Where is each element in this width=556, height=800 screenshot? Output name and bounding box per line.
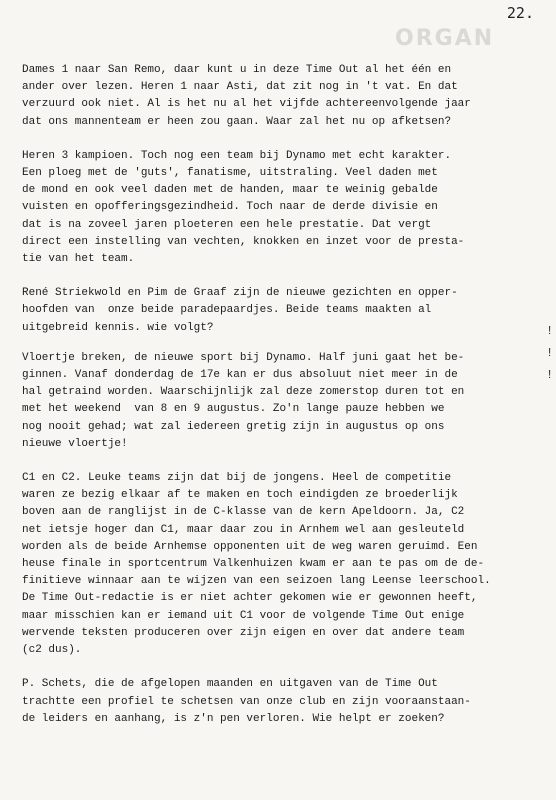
text-line: heuse finale in sportcentrum Valkenhuizen kwam er aan te pas om de de- (22, 558, 485, 571)
text-line: Vloertje breken, de nieuwe sport bij Dynamo. Half juni gaat het be- (22, 351, 465, 364)
paragraph-gap (22, 659, 542, 676)
margin-mark: ! (546, 368, 554, 382)
paragraph (22, 285, 542, 337)
text-line: net ietsje hoger dan C1, maar daar zou in Arnhem wel aan gesleuteld (22, 523, 465, 536)
text-line: finitieve winnaar aan te wijzen van een seizoen lang Leense leerschool. (22, 575, 491, 588)
text-line: vuisten en opofferingsgezindheid. Toch naar de derde divisie en (22, 201, 438, 214)
paragraph-gap (22, 337, 542, 350)
text-line: waren ze bezig elkaar af te maken en toch eindigden ze broederlijk (22, 489, 458, 502)
text-line: De Time Out-redactie is er niet achter gekomen wie er gewonnen heeft, (22, 592, 478, 605)
text-line: boven aan de ranglijst in de C-klasse van de kern Apeldoorn. Ja, C2 (22, 506, 465, 519)
margin-mark: ! (546, 346, 554, 360)
text-line: de mond en ook veel daden met de handen, maar te weinig gebalde (22, 184, 438, 197)
text-line: Een ploeg met de 'guts', fanatisme, uitstraling. Veel daden met (22, 167, 438, 180)
body-text (22, 62, 542, 728)
text-line: hal getraind worden. Waarschijnlijk zal deze zomerstop duren tot en (22, 386, 465, 399)
text-line: maar misschien kan er iemand uit C1 voor de volgende Time Out enige (22, 609, 465, 622)
text-line: dat ons mannenteam er heen zou gaan. Waar zal het nu op afketsen? (22, 115, 452, 128)
text-line: nieuwe vloertje! (22, 437, 128, 450)
paragraph-gap (22, 453, 542, 470)
header-bleed-through: ORGAN (395, 26, 495, 51)
text-line: uitgebreid kennis. wie volgt? (22, 321, 214, 334)
paragraph-gap (22, 268, 542, 285)
text-line: C1 en C2. Leuke teams zijn dat bij de jongens. Heel de competitie (22, 472, 452, 485)
paragraph (22, 148, 542, 268)
text-line: nog nooit gehad; wat zal iedereen gretig zijn in augustus op ons (22, 420, 445, 433)
text-line: de leiders en aanhang, is z'n pen verloren. Wie helpt er zoeken? (22, 712, 445, 725)
paragraph (22, 350, 542, 453)
margin-marks (546, 320, 553, 386)
paragraph (22, 676, 542, 728)
paragraph (22, 470, 542, 659)
text-line: (c2 dus). (22, 644, 82, 657)
text-line: ginnen. Vanaf donderdag de 17e kan er dus absoluut niet meer in de (22, 369, 458, 382)
text-line: trachtte een profiel te schetsen van onze club en zijn vooraanstaan- (22, 695, 471, 708)
text-line: ander over lezen. Heren 1 naar Asti, dat zit nog in 't vat. En dat (22, 81, 458, 94)
text-line: tie van het team. (22, 253, 135, 266)
text-line: dat is na zoveel jaren ploeteren een hele prestatie. Dat vergt (22, 218, 432, 231)
text-line: René Striekwold en Pim de Graaf zijn de nieuwe gezichten en opper- (22, 287, 458, 300)
text-line: Heren 3 kampioen. Toch nog een team bij Dynamo met echt karakter. (22, 149, 452, 162)
text-line: hoofden van onze beide paradepaardjes. Beide teams maakten al (22, 304, 432, 317)
text-line: met het weekend van 8 en 9 augustus. Zo'n lange pauze hebben we (22, 403, 445, 416)
text-line: wervende teksten produceren over zijn eigen en over dat andere team (22, 626, 465, 639)
paragraph-gap (22, 131, 542, 148)
page-number: 22. (506, 4, 534, 22)
paragraph (22, 62, 542, 131)
text-line: P. Schets, die de afgelopen maanden en uitgaven van de Time Out (22, 678, 438, 691)
text-line: Dames 1 naar San Remo, daar kunt u in deze Time Out al het één en (22, 64, 452, 76)
text-line: worden als de beide Arnhemse opponenten uit de weg waren geruimd. Een (22, 540, 478, 553)
text-line: verzuurd ook niet. Al is het nu al het vijfde achtereenvolgende jaar (22, 98, 471, 111)
text-line: direct een instelling van vechten, knokken en inzet voor de presta- (22, 235, 465, 248)
margin-mark: ! (546, 324, 554, 338)
